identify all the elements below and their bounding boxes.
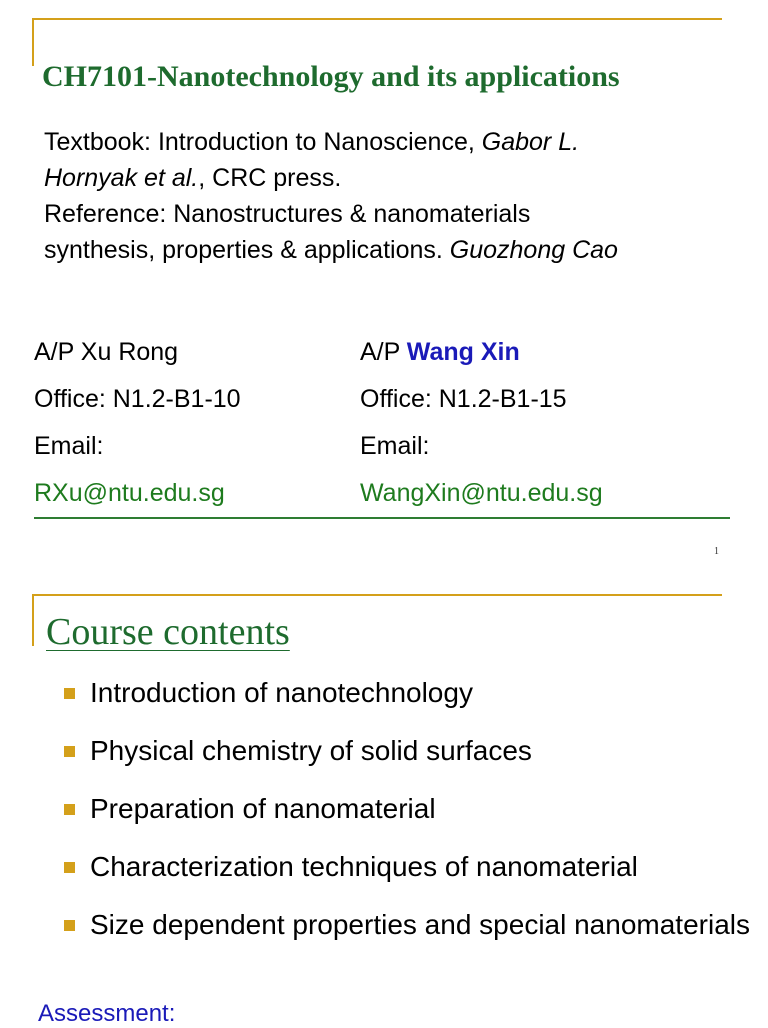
list-item: Size dependent properties and special nanomaterials	[64, 902, 754, 948]
reference-author: Guozhong Cao	[449, 236, 618, 264]
textbook-author-cont: Hornyak et al.	[44, 164, 199, 192]
course-contents-list	[64, 670, 754, 960]
square-bullet-icon	[64, 920, 75, 931]
instructor-wang-xin	[360, 335, 603, 523]
list-item: Physical chemistry of solid surfaces	[64, 728, 754, 774]
slide-frame-top	[32, 18, 722, 20]
slide-title: Course contents	[46, 611, 290, 653]
slide-frame-bottom	[34, 517, 730, 519]
list-item: Introduction of nanotechnology	[64, 670, 754, 716]
assessment-heading: Assessment:	[38, 1000, 176, 1027]
slide-frame-top	[32, 594, 722, 596]
textbook-author: Gabor L.	[481, 128, 580, 156]
reference-line-2: synthesis, properties & applications. Guozhong Cao	[44, 236, 618, 264]
slide-title: CH7101-Nanotechnology and its applications	[42, 60, 620, 93]
instructor-email-link[interactable]: WangXin@ntu.edu.sg	[360, 479, 603, 507]
instructor-xu-rong	[34, 335, 241, 523]
instructor-name: A/P Wang Xin	[360, 338, 520, 366]
square-bullet-icon	[64, 746, 75, 757]
slide-frame-left	[32, 594, 34, 646]
textbook-line-1: Textbook: Introduction to Nanoscience, Gabor L.	[44, 128, 580, 156]
textbook-line-2: Hornyak et al., CRC press.	[44, 164, 342, 192]
square-bullet-icon	[64, 862, 75, 873]
instructor-name: A/P Xu Rong	[34, 338, 179, 366]
instructor-email-label: Email:	[34, 432, 104, 460]
instructor-email-link[interactable]: RXu@ntu.edu.sg	[34, 479, 225, 507]
reference-line-1: Reference: Nanostructures & nanomaterials	[44, 200, 531, 228]
list-item: Preparation of nanomaterial	[64, 786, 754, 832]
page-number: 1	[714, 546, 719, 557]
instructor-office: Office: N1.2-B1-15	[360, 385, 567, 413]
slide-frame-left	[32, 18, 34, 66]
list-item: Characterization techniques of nanomaterial	[64, 844, 754, 890]
square-bullet-icon	[64, 804, 75, 815]
course-references	[44, 124, 754, 268]
instructor-email-label: Email:	[360, 432, 430, 460]
instructor-office: Office: N1.2-B1-10	[34, 385, 241, 413]
slide-2	[0, 560, 768, 1027]
square-bullet-icon	[64, 688, 75, 699]
